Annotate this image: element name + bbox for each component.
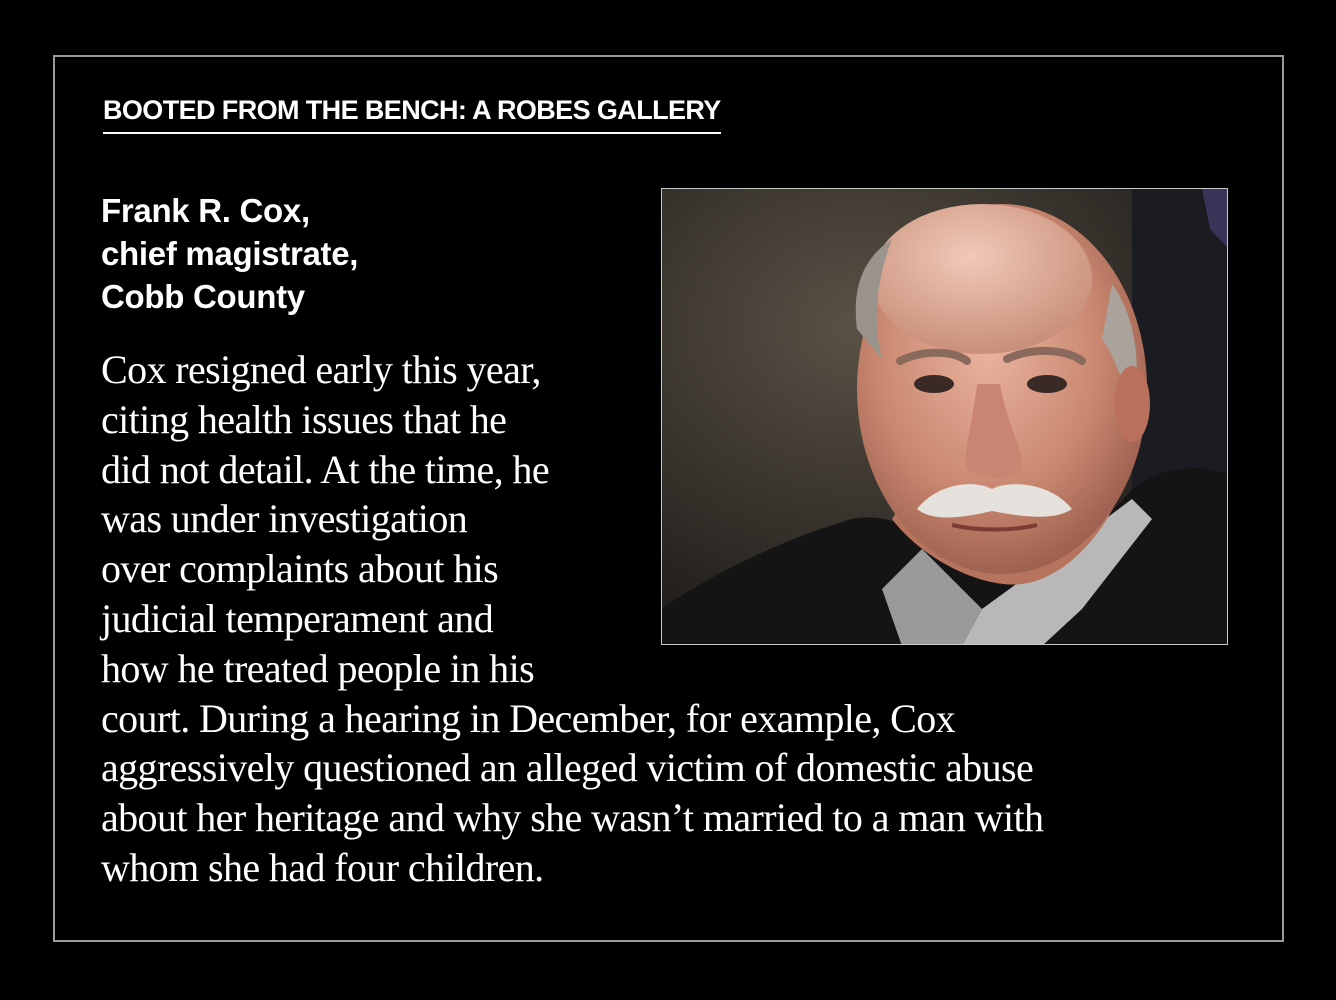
gallery-card — [53, 55, 1284, 942]
body-line: whom she had four children. — [101, 844, 544, 890]
body-line: Cox resigned early this year, — [101, 347, 541, 392]
body-text — [101, 345, 1241, 893]
body-line: aggressively questioned an alleged victim of domestic abuse — [101, 745, 1034, 791]
body-line: was under investigation — [101, 496, 468, 542]
section-kicker: BOOTED FROM THE BENCH: A ROBES GALLERY — [103, 95, 721, 134]
body-line: over complaints about his — [101, 546, 499, 592]
body-line: did not detail. At the time, he — [101, 446, 549, 492]
body-line: court. During a hearing in December, for example, Cox — [101, 695, 956, 741]
title-line: chief magistrate, — [101, 235, 359, 272]
county-line: Cobb County — [101, 278, 305, 315]
body-line: about her heritage and why she wasn’t married to a man with — [101, 795, 1044, 841]
judge-name-heading — [101, 189, 571, 318]
body-line: citing health issues that he — [101, 396, 507, 442]
name-line: Frank R. Cox, — [101, 192, 310, 229]
body-line: judicial temperament and — [101, 595, 494, 641]
body-line: how he treated people in his — [101, 645, 535, 691]
